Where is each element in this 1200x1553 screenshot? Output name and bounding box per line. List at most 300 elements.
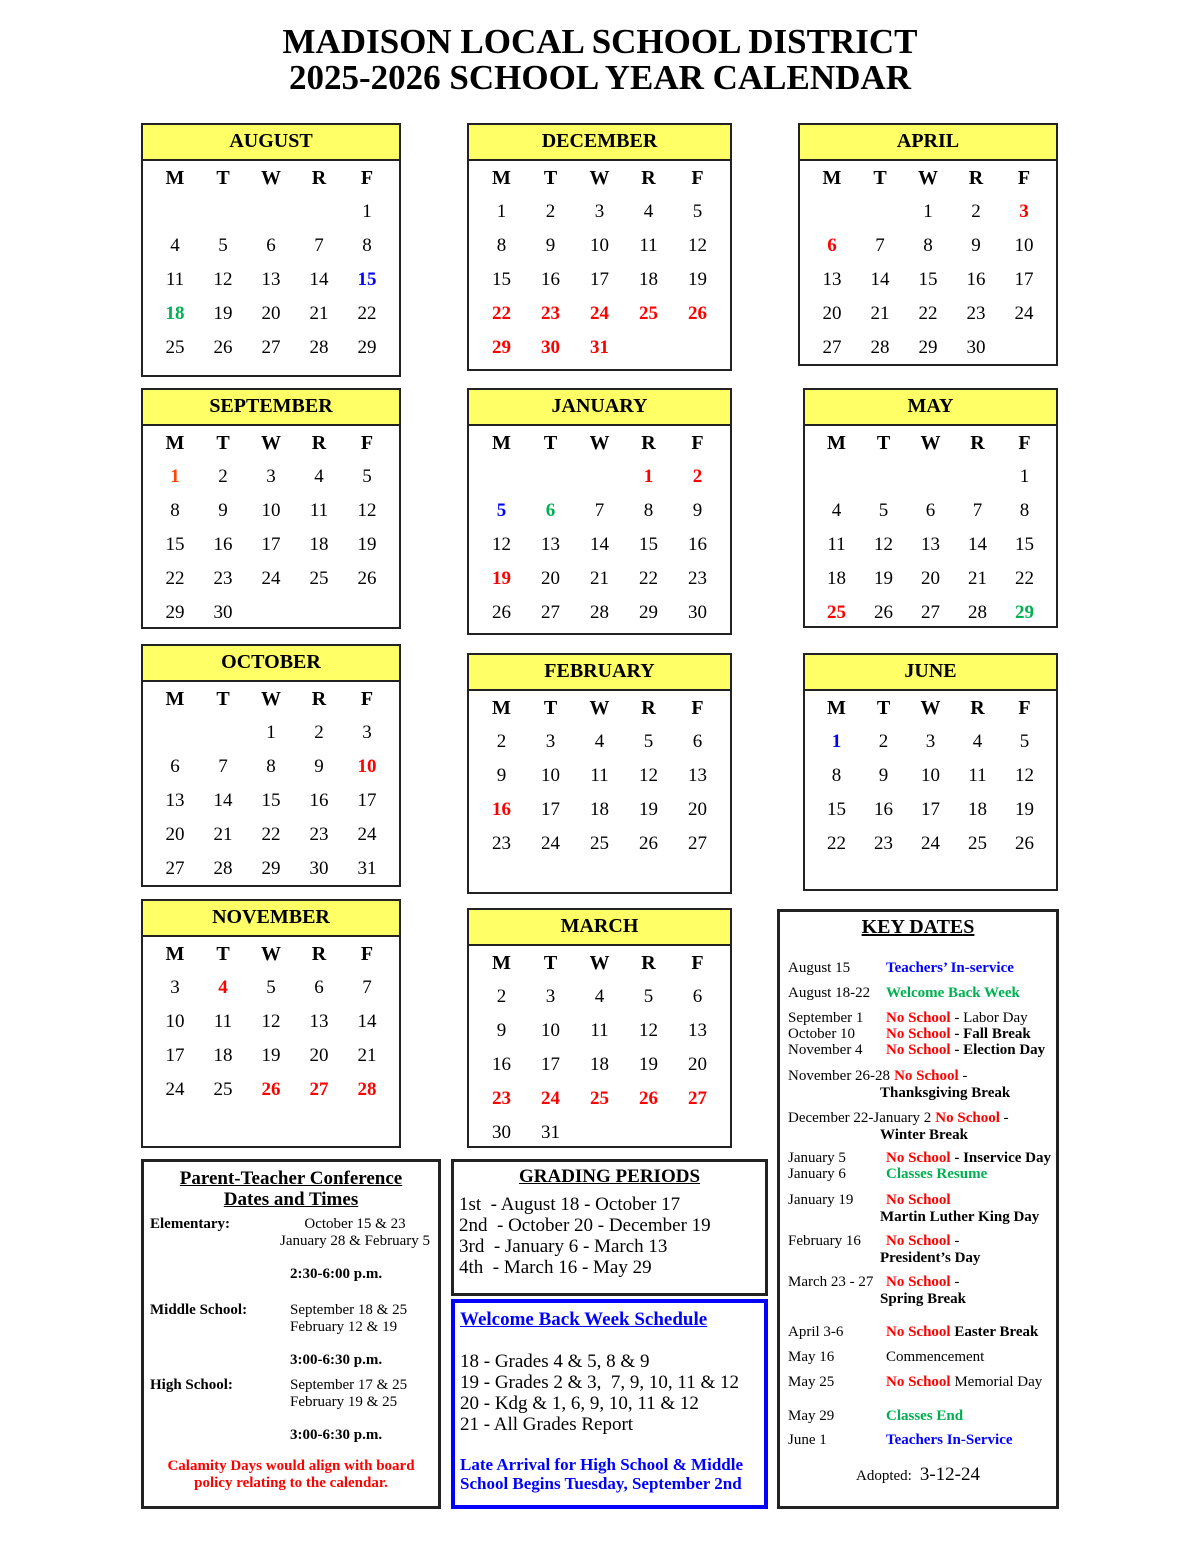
day-cell: 19 bbox=[1015, 799, 1034, 820]
weekday-header: R bbox=[970, 697, 985, 719]
key-date-row bbox=[788, 1432, 1052, 1449]
day-cell: 15 bbox=[165, 534, 185, 555]
day-cell: 20 bbox=[688, 799, 707, 820]
day-cell: 9 bbox=[692, 500, 703, 521]
day-cell: 12 bbox=[639, 765, 658, 786]
day-cell: 16 bbox=[492, 1054, 511, 1075]
day-cell: 8 bbox=[1019, 500, 1030, 521]
day-cell: 9 bbox=[218, 500, 228, 521]
day-cell bbox=[856, 195, 904, 229]
weekday-header: R bbox=[970, 432, 985, 454]
key-date-row bbox=[788, 985, 1052, 1002]
key-date-event: - bbox=[999, 1110, 1009, 1126]
late-arrival-note: Late Arrival for High School & Middle School Begins Tuesday, September 2nd bbox=[460, 1455, 744, 1493]
day-cell: 20 bbox=[688, 1054, 707, 1075]
weekday-header: R bbox=[311, 432, 327, 454]
day-cell: 7 bbox=[218, 756, 228, 777]
month-name: NOVEMBER bbox=[143, 901, 399, 937]
day-cell: 10 bbox=[357, 756, 377, 777]
day-cell: 2 bbox=[545, 201, 556, 222]
month-may bbox=[803, 388, 1058, 628]
day-cell: 16 bbox=[966, 269, 986, 290]
day-cell: 15 bbox=[918, 269, 938, 290]
key-date-event: - Labor Day bbox=[950, 1010, 1028, 1026]
day-cell: 12 bbox=[492, 534, 511, 555]
adopted-date: 3-12-24 bbox=[919, 1464, 980, 1485]
day-cell: 16 bbox=[492, 799, 511, 820]
day-cell: 19 bbox=[688, 269, 707, 290]
ptc-date: January 28 & February 5 bbox=[280, 1233, 430, 1249]
key-date-row bbox=[788, 1408, 1052, 1425]
key-date-event: - Inservice Day bbox=[950, 1150, 1051, 1166]
day-cell: 13 bbox=[165, 790, 185, 811]
day-cell: 24 bbox=[541, 833, 560, 854]
day-cell: 4 bbox=[594, 731, 605, 752]
day-cell: 15 bbox=[357, 269, 377, 290]
weekday-header: F bbox=[360, 943, 374, 965]
month-name: MARCH bbox=[469, 910, 730, 946]
key-date-event: Commencement bbox=[886, 1349, 985, 1365]
key-date-event-detail: President’s Day bbox=[880, 1250, 981, 1266]
day-cell: 1 bbox=[496, 201, 507, 222]
weekday-header: F bbox=[360, 688, 374, 710]
key-date: March 23 - 27 bbox=[788, 1274, 874, 1290]
key-date-event-detail: Martin Luther King Day bbox=[880, 1209, 1040, 1225]
key-date: January 19 bbox=[788, 1192, 854, 1208]
day-cell: 20 bbox=[822, 303, 842, 324]
day-cell: 18 bbox=[165, 303, 185, 324]
day-cell: 24 bbox=[921, 833, 940, 854]
day-cell: 19 bbox=[261, 1045, 281, 1066]
month-name: FEBRUARY bbox=[469, 655, 730, 691]
day-cell: 16 bbox=[213, 534, 233, 555]
ptc-level: High School: bbox=[150, 1377, 233, 1393]
key-date-event-detail: Thanksgiving Break bbox=[880, 1085, 1011, 1101]
month-december bbox=[467, 123, 732, 371]
key-date-event-detail: Winter Break bbox=[880, 1127, 968, 1143]
month-march bbox=[467, 908, 732, 1148]
day-cell: 15 bbox=[639, 534, 658, 555]
month-april bbox=[798, 123, 1058, 366]
day-cell: 3 bbox=[266, 466, 276, 487]
key-date-event: - bbox=[958, 1068, 968, 1084]
key-date-event: No School bbox=[886, 1192, 951, 1208]
key-date-row bbox=[788, 1166, 1052, 1183]
day-cell: 20 bbox=[165, 824, 185, 845]
day-cell: 23 bbox=[213, 568, 233, 589]
day-cell: 29 bbox=[918, 337, 938, 358]
day-cell: 24 bbox=[357, 824, 377, 845]
day-cell: 20 bbox=[309, 1045, 329, 1066]
day-cell: 8 bbox=[831, 765, 842, 786]
day-cell: 17 bbox=[590, 269, 609, 290]
day-cell: 18 bbox=[968, 799, 987, 820]
day-cell: 27 bbox=[688, 833, 707, 854]
day-cell: 31 bbox=[357, 858, 377, 879]
day-cell: 1 bbox=[1019, 466, 1030, 487]
day-cell: 30 bbox=[309, 858, 329, 879]
day-cell: 7 bbox=[972, 500, 983, 521]
month-name: APRIL bbox=[800, 125, 1056, 161]
day-cell: 4 bbox=[594, 986, 605, 1007]
day-cell: 25 bbox=[165, 337, 185, 358]
day-cell: 17 bbox=[1014, 269, 1034, 290]
calamity-note: Calamity Days would align with board policy relating to the calendar. bbox=[167, 1458, 415, 1491]
key-date-row bbox=[788, 1068, 1052, 1102]
day-cell: 6 bbox=[545, 500, 556, 521]
day-cell: 22 bbox=[639, 568, 658, 589]
ptc-title-2: Dates and Times bbox=[223, 1189, 359, 1210]
weekday-header: W bbox=[589, 167, 610, 189]
key-date-row bbox=[788, 1192, 1052, 1226]
day-cell: 23 bbox=[541, 303, 560, 324]
weekday-header: R bbox=[641, 167, 656, 189]
day-cell: 25 bbox=[827, 602, 846, 623]
weekday-header: T bbox=[543, 167, 558, 189]
day-cell: 13 bbox=[822, 269, 842, 290]
day-cell: 6 bbox=[925, 500, 936, 521]
day-cell: 12 bbox=[261, 1011, 281, 1032]
key-date-row bbox=[788, 1233, 1052, 1267]
day-cell: 19 bbox=[639, 799, 658, 820]
weekday-header: R bbox=[311, 943, 327, 965]
day-cell: 5 bbox=[218, 235, 228, 256]
key-date: January 5 bbox=[788, 1150, 846, 1166]
day-cell: 4 bbox=[218, 977, 228, 998]
day-cell: 27 bbox=[822, 337, 842, 358]
month-november bbox=[141, 899, 401, 1148]
day-cell: 13 bbox=[261, 269, 281, 290]
month-september bbox=[141, 388, 401, 629]
key-date-row bbox=[788, 960, 1052, 977]
day-cell: 5 bbox=[692, 201, 703, 222]
weekday-header: W bbox=[589, 432, 610, 454]
weekday-header: W bbox=[920, 697, 941, 719]
day-cell: 19 bbox=[357, 534, 377, 555]
day-cell: 15 bbox=[261, 790, 281, 811]
day-cell: 13 bbox=[541, 534, 560, 555]
day-cell: 25 bbox=[639, 303, 658, 324]
welcome-schedule-item: 19 - Grades 2 & 3, 7, 9, 10, 11 & 12 bbox=[460, 1372, 739, 1393]
key-date-row bbox=[788, 1274, 1052, 1308]
day-cell bbox=[624, 1116, 673, 1150]
day-cell: 19 bbox=[492, 568, 511, 589]
weekday-header: F bbox=[1018, 432, 1031, 454]
day-cell: 18 bbox=[309, 534, 329, 555]
day-cell: 12 bbox=[688, 235, 707, 256]
day-cell: 28 bbox=[590, 602, 609, 623]
weekday-header: M bbox=[827, 432, 846, 454]
weekday-header: M bbox=[492, 167, 511, 189]
day-cell: 7 bbox=[875, 235, 885, 256]
day-cell bbox=[247, 195, 295, 229]
day-cell bbox=[575, 460, 624, 494]
day-cell: 8 bbox=[496, 235, 507, 256]
day-cell: 28 bbox=[870, 337, 890, 358]
key-date-event: Teachers In-Service bbox=[886, 1432, 1013, 1448]
day-cell: 17 bbox=[357, 790, 377, 811]
day-cell: 9 bbox=[971, 235, 981, 256]
weekday-header: R bbox=[641, 952, 656, 974]
day-cell: 22 bbox=[1015, 568, 1034, 589]
day-cell: 21 bbox=[590, 568, 609, 589]
day-cell bbox=[673, 1116, 722, 1150]
day-cell: 27 bbox=[688, 1088, 707, 1109]
day-cell: 26 bbox=[639, 1088, 658, 1109]
day-cell: 11 bbox=[827, 534, 846, 555]
welcome-week-box bbox=[451, 1299, 768, 1509]
key-date: June 1 bbox=[788, 1432, 827, 1448]
weekday-header: R bbox=[641, 697, 656, 719]
day-cell: 1 bbox=[170, 466, 180, 487]
day-cell: 2 bbox=[496, 731, 507, 752]
key-date-event: - Fall Break bbox=[950, 1026, 1031, 1042]
day-cell: 26 bbox=[261, 1079, 281, 1100]
key-date-row bbox=[788, 1324, 1052, 1341]
day-cell: 29 bbox=[357, 337, 377, 358]
day-cell: 16 bbox=[688, 534, 707, 555]
day-cell: 30 bbox=[541, 337, 560, 358]
key-date: May 16 bbox=[788, 1349, 835, 1365]
day-cell: 3 bbox=[594, 201, 605, 222]
weekday-header: R bbox=[311, 167, 327, 189]
day-cell: 10 bbox=[261, 500, 281, 521]
key-date-event: No School bbox=[886, 1324, 951, 1340]
ptc-level: Elementary: bbox=[150, 1216, 230, 1232]
weekday-header: W bbox=[261, 943, 281, 965]
weekday-header: T bbox=[543, 432, 558, 454]
key-date: August 18-22 bbox=[788, 985, 871, 1001]
day-cell: 21 bbox=[870, 303, 890, 324]
day-cell: 15 bbox=[1015, 534, 1034, 555]
key-date: February 16 bbox=[788, 1233, 861, 1249]
month-name: JANUARY bbox=[469, 390, 730, 426]
day-cell: 15 bbox=[492, 269, 511, 290]
day-cell: 28 bbox=[213, 858, 233, 879]
key-date: January 6 bbox=[788, 1166, 846, 1182]
key-date: August 15 bbox=[788, 960, 851, 976]
day-cell: 19 bbox=[213, 303, 233, 324]
day-cell bbox=[907, 460, 954, 494]
adopted-label: Adopted: bbox=[856, 1468, 912, 1484]
weekday-header: F bbox=[1017, 167, 1031, 189]
day-cell: 29 bbox=[639, 602, 658, 623]
month-january bbox=[467, 388, 732, 635]
day-cell: 21 bbox=[309, 303, 329, 324]
weekday-header: T bbox=[876, 432, 891, 454]
key-date-event: Welcome Back Week bbox=[886, 985, 1020, 1001]
day-cell: 22 bbox=[261, 824, 281, 845]
day-cell bbox=[199, 716, 247, 750]
day-cell bbox=[575, 1116, 624, 1150]
page-title-line1: MADISON LOCAL SCHOOL DISTRICT bbox=[282, 22, 918, 61]
key-dates-box bbox=[777, 909, 1059, 1509]
grading-title: GRADING PERIODS bbox=[518, 1166, 701, 1187]
day-cell bbox=[247, 596, 295, 630]
key-date-event: No School bbox=[935, 1110, 1000, 1126]
weekday-header: W bbox=[589, 697, 610, 719]
key-date-row bbox=[788, 1042, 1052, 1059]
day-cell: 5 bbox=[266, 977, 276, 998]
day-cell bbox=[673, 331, 722, 365]
day-cell: 25 bbox=[309, 568, 329, 589]
day-cell: 4 bbox=[972, 731, 983, 752]
key-date: May 25 bbox=[788, 1374, 835, 1390]
welcome-schedule-item: 21 - All Grades Report bbox=[460, 1414, 634, 1435]
grading-periods-box bbox=[451, 1159, 768, 1296]
day-cell: 26 bbox=[492, 602, 511, 623]
weekday-header: F bbox=[691, 432, 704, 454]
weekday-header: W bbox=[261, 432, 281, 454]
day-cell: 13 bbox=[309, 1011, 329, 1032]
day-cell bbox=[343, 596, 391, 630]
weekday-header: T bbox=[873, 167, 887, 189]
day-cell: 8 bbox=[923, 235, 933, 256]
day-cell: 14 bbox=[968, 534, 987, 555]
key-date: December 22-January 2 bbox=[788, 1110, 932, 1126]
day-cell: 2 bbox=[496, 986, 507, 1007]
day-cell: 9 bbox=[878, 765, 889, 786]
day-cell: 12 bbox=[874, 534, 893, 555]
weekday-header: T bbox=[543, 697, 558, 719]
day-cell: 1 bbox=[643, 466, 654, 487]
day-cell: 29 bbox=[165, 602, 185, 623]
ptc-box bbox=[141, 1159, 441, 1509]
day-cell: 5 bbox=[362, 466, 372, 487]
weekday-header: M bbox=[492, 432, 511, 454]
day-cell: 7 bbox=[594, 500, 605, 521]
day-cell: 31 bbox=[590, 337, 609, 358]
ptc-date: September 18 & 25 bbox=[290, 1302, 408, 1318]
welcome-schedule-item: 20 - Kdg & 1, 6, 9, 10, 11 & 12 bbox=[460, 1393, 699, 1414]
key-date-event: No School bbox=[886, 1374, 951, 1390]
day-cell: 14 bbox=[309, 269, 329, 290]
day-cell: 3 bbox=[170, 977, 180, 998]
key-date-event: Classes End bbox=[886, 1408, 964, 1424]
key-date-event: No School bbox=[894, 1068, 959, 1084]
weekday-header: T bbox=[216, 432, 230, 454]
day-cell: 24 bbox=[1014, 303, 1034, 324]
day-cell: 11 bbox=[639, 235, 658, 256]
weekday-header: M bbox=[492, 697, 511, 719]
day-cell: 8 bbox=[266, 756, 276, 777]
grading-period: 2nd - October 20 - December 19 bbox=[459, 1215, 711, 1236]
day-cell: 1 bbox=[266, 722, 276, 743]
day-cell: 9 bbox=[314, 756, 324, 777]
day-cell: 27 bbox=[541, 602, 560, 623]
ptc-date: October 15 & 23 bbox=[304, 1216, 406, 1232]
day-cell: 3 bbox=[545, 731, 556, 752]
ptc-date: February 19 & 25 bbox=[290, 1394, 398, 1410]
day-cell: 9 bbox=[496, 765, 507, 786]
key-date-event: - bbox=[950, 1233, 960, 1249]
grading-period: 3rd - January 6 - March 13 bbox=[459, 1236, 668, 1257]
day-cell: 17 bbox=[261, 534, 281, 555]
day-cell: 10 bbox=[541, 1020, 560, 1041]
ptc-title bbox=[144, 1168, 438, 1210]
day-cell: 19 bbox=[874, 568, 893, 589]
day-cell bbox=[295, 195, 343, 229]
key-date-event: No School bbox=[886, 1150, 951, 1166]
welcome-title: Welcome Back Week Schedule bbox=[460, 1309, 708, 1330]
day-cell bbox=[1000, 331, 1048, 365]
day-cell: 20 bbox=[261, 303, 281, 324]
weekday-header: M bbox=[165, 688, 185, 710]
day-cell: 18 bbox=[590, 1054, 609, 1075]
weekday-header: W bbox=[918, 167, 938, 189]
key-date-row bbox=[788, 1010, 1052, 1027]
day-cell: 14 bbox=[870, 269, 890, 290]
day-cell: 8 bbox=[643, 500, 654, 521]
day-cell: 29 bbox=[261, 858, 281, 879]
day-cell bbox=[808, 195, 856, 229]
day-cell: 13 bbox=[688, 765, 707, 786]
day-cell bbox=[813, 460, 860, 494]
key-date-event: Teachers’ In-service bbox=[886, 960, 1014, 976]
month-name: SEPTEMBER bbox=[143, 390, 399, 426]
month-name: JUNE bbox=[805, 655, 1056, 691]
day-cell: 14 bbox=[213, 790, 233, 811]
ptc-level: Middle School: bbox=[150, 1302, 248, 1318]
day-cell: 26 bbox=[357, 568, 377, 589]
day-cell: 15 bbox=[827, 799, 846, 820]
day-cell: 23 bbox=[492, 833, 511, 854]
day-cell: 20 bbox=[921, 568, 940, 589]
day-cell: 5 bbox=[496, 500, 507, 521]
key-date-row bbox=[788, 1150, 1052, 1167]
day-cell: 17 bbox=[165, 1045, 185, 1066]
key-date-event: - bbox=[950, 1274, 960, 1290]
day-cell: 18 bbox=[827, 568, 846, 589]
day-cell: 3 bbox=[925, 731, 936, 752]
day-cell: 11 bbox=[309, 500, 329, 521]
day-cell: 4 bbox=[831, 500, 842, 521]
day-cell: 23 bbox=[874, 833, 893, 854]
day-cell: 7 bbox=[314, 235, 324, 256]
key-date: November 26-28 bbox=[788, 1068, 891, 1084]
day-cell: 22 bbox=[827, 833, 846, 854]
day-cell: 6 bbox=[170, 756, 180, 777]
weekday-header: W bbox=[261, 167, 281, 189]
day-cell: 23 bbox=[966, 303, 986, 324]
ptc-date: February 12 & 19 bbox=[290, 1319, 398, 1335]
day-cell: 4 bbox=[314, 466, 324, 487]
day-cell: 31 bbox=[541, 1122, 560, 1143]
day-cell: 10 bbox=[921, 765, 940, 786]
weekday-header: M bbox=[492, 952, 511, 974]
day-cell: 26 bbox=[874, 602, 893, 623]
weekday-header: M bbox=[827, 697, 846, 719]
day-cell: 11 bbox=[590, 765, 609, 786]
day-cell: 20 bbox=[541, 568, 560, 589]
key-date-row bbox=[788, 1026, 1052, 1043]
day-cell: 10 bbox=[165, 1011, 185, 1032]
day-cell: 11 bbox=[968, 765, 987, 786]
weekday-header: T bbox=[543, 952, 558, 974]
day-cell: 9 bbox=[545, 235, 556, 256]
day-cell: 25 bbox=[590, 833, 609, 854]
day-cell: 8 bbox=[362, 235, 372, 256]
weekday-header: F bbox=[1018, 697, 1031, 719]
day-cell: 27 bbox=[261, 337, 281, 358]
day-cell: 4 bbox=[643, 201, 654, 222]
weekday-header: R bbox=[311, 688, 327, 710]
day-cell: 10 bbox=[1014, 235, 1034, 256]
day-cell: 5 bbox=[643, 731, 654, 752]
day-cell: 13 bbox=[688, 1020, 707, 1041]
day-cell: 24 bbox=[590, 303, 609, 324]
ptc-title-1: Parent-Teacher Conference bbox=[179, 1168, 403, 1189]
